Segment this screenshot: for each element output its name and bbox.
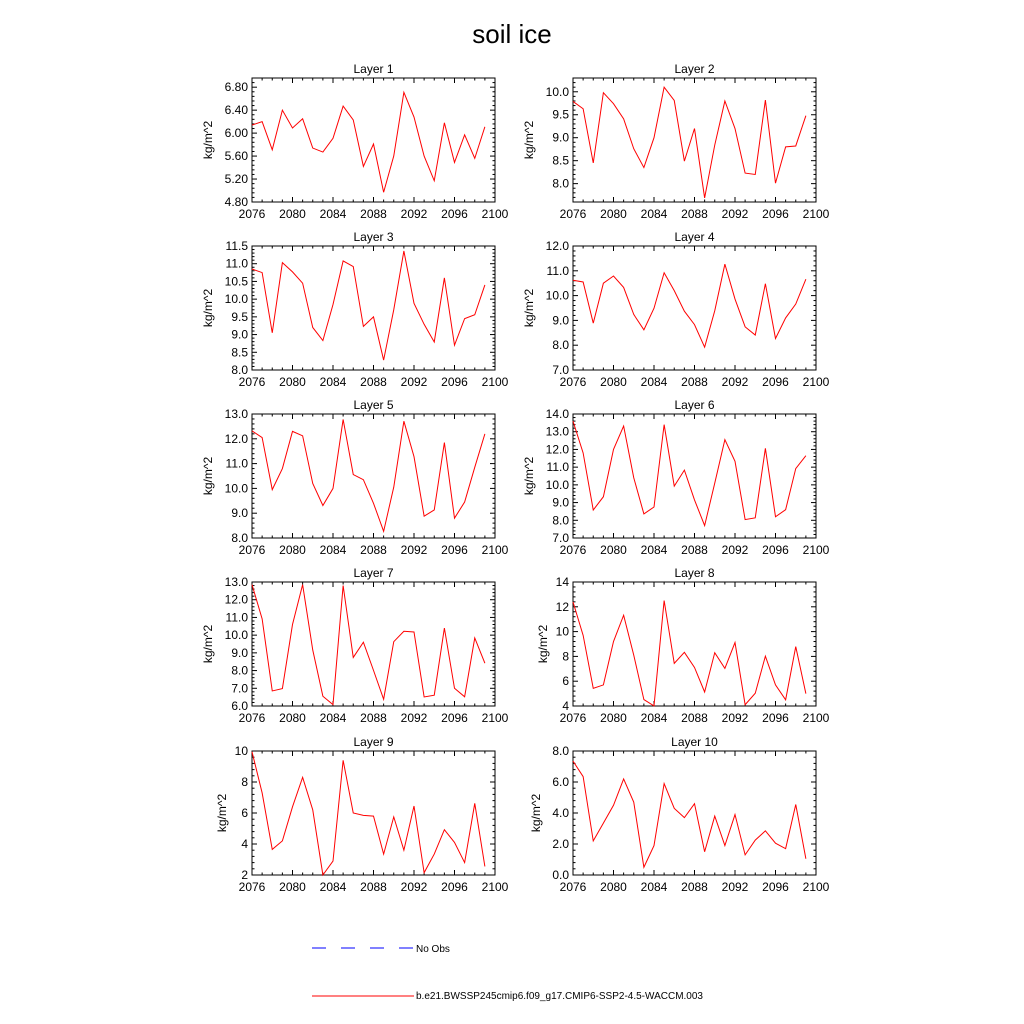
layer-5-series-line [252,419,485,531]
layer-3-xtick-label: 2096 [441,375,468,389]
layer-6-xtick-label: 2092 [721,543,749,557]
layer-10-ytick-label: 8.0 [552,744,569,758]
layer-5-ytick-label: 12.0 [224,431,248,446]
layer-7-ytick-label: 11.0 [225,610,248,625]
layer-9-ytick-label: 10 [234,744,248,758]
layer-3-ytick-label: 9.0 [231,327,248,342]
layer-8-ytick-label: 6 [562,674,569,689]
layer-5-xtick-label: 2084 [319,543,347,557]
layer-8-xtick-label: 2092 [721,711,749,725]
layer-5-xtick-label: 2096 [441,543,468,557]
layer-3-ytick-label: 10.0 [224,292,248,307]
layer-10-xtick-label: 2080 [600,880,627,894]
layer-6-xtick-label: 2076 [559,543,587,557]
layer-5-frame [252,414,495,538]
layer-2-xtick-label: 2088 [681,207,708,221]
layer-7-xtick-label: 2092 [400,711,428,725]
layer-8-xtick-label: 2076 [559,711,587,725]
layer-9-ytick-label: 4 [241,837,248,851]
layer-2-xtick-label: 2092 [721,207,749,221]
layer-6-ytick-label: 13.0 [545,424,569,439]
layer-4-xtick-label: 2100 [802,375,830,389]
layer-3-frame [252,246,495,370]
layer-8-xtick-label: 2088 [681,711,708,725]
layer-9-ytick-label: 8 [241,775,248,789]
layer-4-xtick-label: 2084 [640,375,668,389]
layer-6-series-line [573,421,806,526]
layer-10-xtick-label: 2100 [802,880,830,894]
layer-4-xtick-label: 2080 [600,375,627,389]
layer-1-xtick-label: 2096 [441,207,468,221]
layer-9-xtick-label: 2096 [441,880,468,894]
layer-5-ytick-label: 11.0 [225,456,248,471]
layer-7-ytick-label: 9.0 [231,645,248,660]
layer-3-title: Layer 3 [353,230,394,244]
layer-5-xtick-label: 2076 [238,543,266,557]
layer-9-ylabel: kg/m^2 [215,793,229,833]
layer-3-ytick-label: 10.5 [224,274,248,289]
layer-8-panel [536,566,830,725]
layer-2-frame [573,78,816,202]
layer-10-series-line [573,761,806,867]
layer-4-ytick-label: 11.0 [546,263,569,278]
layer-1-ytick-label: 6.00 [224,126,248,141]
layer-10-ylabel: kg/m^2 [529,793,543,833]
layer-7-xtick-label: 2080 [279,711,306,725]
layer-8-frame [573,582,816,706]
layer-2-panel [522,62,830,221]
layer-6-title: Layer 6 [674,398,715,412]
layer-10-panel [529,735,830,894]
layer-7-ylabel: kg/m^2 [201,624,215,664]
layer-4-ytick-label: 8.0 [552,338,569,353]
layer-1-xtick-label: 2088 [360,207,387,221]
layer-4-frame [573,246,816,370]
layer-7-xtick-label: 2100 [481,711,509,725]
layer-5-ytick-label: 8.0 [231,531,248,545]
layer-1-xtick-label: 2100 [481,207,509,221]
legend-obs-label: No Obs [416,944,450,955]
layer-5-ytick-label: 9.0 [231,506,248,521]
layer-4-panel [522,230,830,389]
layer-6-ytick-label: 11.0 [546,460,569,475]
layer-1-title: Layer 1 [353,62,394,76]
layer-7-ytick-label: 10.0 [224,628,248,643]
layer-1-xtick-label: 2080 [279,207,306,221]
layer-6-ytick-label: 14.0 [545,407,569,421]
layer-4-xtick-label: 2076 [559,375,587,389]
layer-4-series-line [573,264,806,347]
layer-7-series-line [252,585,485,705]
layer-1-ytick-label: 6.80 [224,80,248,95]
layer-6-ylabel: kg/m^2 [522,456,536,496]
layer-8-ylabel: kg/m^2 [536,624,550,664]
layer-3-panel [201,230,509,389]
layer-3-xtick-label: 2084 [319,375,347,389]
layer-8-ytick-label: 8 [562,649,569,664]
layer-8-ytick-label: 10 [555,624,569,639]
layer-3-xtick-label: 2076 [238,375,266,389]
layer-6-xtick-label: 2084 [640,543,668,557]
layer-6-xtick-label: 2100 [802,543,830,557]
layer-9-xtick-label: 2092 [400,880,428,894]
layer-10-xtick-label: 2096 [762,880,789,894]
layer-3-ylabel: kg/m^2 [201,288,215,328]
layer-4-xtick-label: 2096 [762,375,789,389]
layer-7-ytick-label: 6.0 [231,699,248,713]
layer-9-ytick-label: 2 [241,868,248,882]
layer-5-ytick-label: 10.0 [224,481,248,496]
layer-3-xtick-label: 2088 [360,375,387,389]
layer-1-ytick-label: 5.20 [224,172,248,187]
layer-3-series-line [252,251,485,360]
layer-1-ylabel: kg/m^2 [201,120,215,160]
layer-4-ytick-label: 9.0 [552,313,569,328]
layer-8-xtick-label: 2096 [762,711,789,725]
layer-1-ytick-label: 5.60 [224,149,248,164]
layer-6-ytick-label: 12.0 [545,442,569,457]
layer-2-xtick-label: 2080 [600,207,627,221]
layer-10-title: Layer 10 [671,735,718,749]
layer-1-ytick-label: 6.40 [224,103,248,118]
layer-6-frame [573,414,816,538]
layer-2-ytick-label: 8.5 [552,153,569,168]
layer-5-ytick-label: 13.0 [224,407,248,421]
layer-8-xtick-label: 2080 [600,711,627,725]
layer-7-xtick-label: 2096 [441,711,468,725]
layer-8-xtick-label: 2100 [802,711,830,725]
layer-2-ytick-label: 8.0 [552,176,569,191]
layer-4-xtick-label: 2088 [681,375,708,389]
layer-2-xtick-label: 2084 [640,207,668,221]
layer-9-frame [252,751,495,875]
layer-2-xtick-label: 2076 [559,207,587,221]
layer-10-xtick-label: 2092 [721,880,749,894]
layer-7-panel [201,566,509,725]
layer-9-title: Layer 9 [353,735,394,749]
layer-6-xtick-label: 2088 [681,543,708,557]
layer-8-xtick-label: 2084 [640,711,668,725]
layer-5-panel [201,398,509,557]
layer-6-xtick-label: 2096 [762,543,789,557]
layer-8-series-line [573,601,806,706]
layer-7-xtick-label: 2084 [319,711,347,725]
layer-4-title: Layer 4 [674,230,715,244]
layer-1-ytick-label: 4.80 [224,195,248,209]
layer-6-ytick-label: 8.0 [552,513,569,528]
legend-model-label: b.e21.BWSSP245cmip6.f09_g17.CMIP6-SSP2-4.5-WACCM.003 [416,991,703,1002]
layer-3-ytick-label: 11.0 [225,256,248,271]
layer-4-ylabel: kg/m^2 [522,288,536,328]
layer-2-xtick-label: 2096 [762,207,789,221]
layer-7-frame [252,582,495,706]
layer-2-series-line [573,87,806,198]
layer-4-ytick-label: 12.0 [545,239,569,253]
layer-5-xtick-label: 2088 [360,543,387,557]
layer-7-ytick-label: 12.0 [224,592,248,607]
layer-2-ylabel: kg/m^2 [522,120,536,160]
layer-5-title: Layer 5 [353,398,394,412]
legend [312,944,703,1002]
layer-3-ytick-label: 8.5 [231,345,248,360]
layer-10-ytick-label: 6.0 [552,775,569,789]
layer-1-series-line [252,92,485,192]
layer-1-xtick-label: 2084 [319,207,347,221]
layer-1-xtick-label: 2076 [238,207,266,221]
layer-2-xtick-label: 2100 [802,207,830,221]
layer-9-series-line [252,752,485,875]
layer-6-xtick-label: 2080 [600,543,627,557]
layer-6-ytick-label: 10.0 [545,477,569,492]
layer-3-xtick-label: 2100 [481,375,509,389]
layer-3-ytick-label: 11.5 [225,239,248,253]
layer-7-title: Layer 7 [353,566,394,580]
layer-9-ytick-label: 6 [241,806,248,820]
layer-3-xtick-label: 2080 [279,375,306,389]
layer-10-ytick-label: 4.0 [552,806,569,820]
layer-2-title: Layer 2 [674,62,715,76]
layer-4-ytick-label: 10.0 [545,288,569,303]
layer-6-ytick-label: 9.0 [552,495,569,510]
layer-1-panel [201,62,509,221]
layer-5-xtick-label: 2092 [400,543,428,557]
layer-5-ylabel: kg/m^2 [201,456,215,496]
layer-5-xtick-label: 2080 [279,543,306,557]
layer-8-ytick-label: 12 [555,599,569,614]
layer-5-xtick-label: 2100 [481,543,509,557]
layer-9-xtick-label: 2084 [319,880,347,894]
layer-1-xtick-label: 2092 [400,207,428,221]
layer-3-xtick-label: 2092 [400,375,428,389]
layer-4-xtick-label: 2092 [721,375,749,389]
layer-9-xtick-label: 2080 [279,880,306,894]
layer-1-frame [252,78,495,202]
layer-7-ytick-label: 8.0 [231,663,248,678]
layer-9-xtick-label: 2088 [360,880,387,894]
layer-6-ytick-label: 7.0 [552,531,569,545]
layer-9-panel [215,735,509,894]
layer-8-ytick-label: 14 [555,575,569,589]
layer-3-ytick-label: 8.0 [231,363,248,377]
layer-8-ytick-label: 4 [562,699,569,713]
layer-6-panel [522,398,830,557]
layer-10-xtick-label: 2076 [559,880,587,894]
layer-7-xtick-label: 2088 [360,711,387,725]
layer-9-xtick-label: 2076 [238,880,266,894]
panels-grid [201,62,830,894]
layer-10-xtick-label: 2088 [681,880,708,894]
layer-7-xtick-label: 2076 [238,711,266,725]
layer-7-ytick-label: 7.0 [231,681,248,696]
layer-3-ytick-label: 9.5 [231,309,248,324]
layer-10-ytick-label: 0.0 [552,868,569,882]
layer-2-ytick-label: 9.5 [552,107,569,122]
layer-4-ytick-label: 7.0 [552,363,569,377]
layer-2-ytick-label: 9.0 [552,130,569,145]
layer-2-ytick-label: 10.0 [545,84,569,99]
layer-8-title: Layer 8 [674,566,715,580]
layer-9-xtick-label: 2100 [481,880,509,894]
figure-title: soil ice [472,19,552,49]
layer-10-ytick-label: 2.0 [552,837,569,851]
layer-10-xtick-label: 2084 [640,880,668,894]
layer-7-ytick-label: 13.0 [224,575,248,589]
